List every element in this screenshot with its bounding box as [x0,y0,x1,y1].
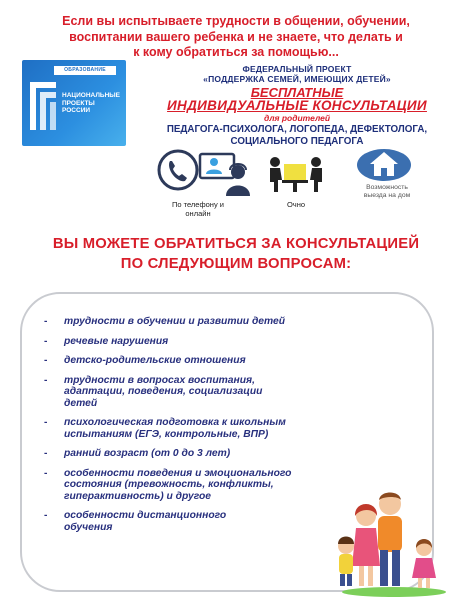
project-block [134,64,460,148]
intro-line-1: Если вы испытываете трудности в общении, обучении, [62,14,410,28]
format-in-person-line-1: Очно [286,200,306,209]
topic-text: особенности поведения и эмоционального [64,467,292,479]
topic-text: адаптации, поведения, социализации [64,386,263,397]
topic-text: обучения [64,521,113,533]
list-bullet: - [44,417,48,428]
free-label: БЕСПЛАТНЫЕ [250,85,344,100]
logo-words [62,92,122,115]
list-item [44,336,364,348]
intro-text [20,14,452,61]
format-caption-in-person [276,200,316,209]
list-bullet: - [44,467,48,479]
list-bullet: - [44,374,48,386]
logo-line-1: НАЦИОНАЛЬНЫЕ [62,92,120,99]
format-caption-phone [160,200,236,218]
topics-heading [16,234,456,274]
project-name: «ПОДДЕРЖКА СЕМЕЙ, ИМЕЮЩИХ ДЕТЕЙ» [203,74,391,84]
family-illustration-icon [332,486,452,598]
logo-line-3: РОССИИ [62,107,91,114]
list-bullet: - [44,510,48,521]
list-item [44,510,364,533]
list-item [44,375,364,410]
format-phone-line-2: онлайн [185,209,211,218]
topic-text: речевые нарушения [64,335,169,347]
logo-tag: ОБРАЗОВАНИЕ [54,66,116,75]
list-item [44,355,364,367]
topic-text: психологическая подготовка к школьным [64,417,286,428]
consultations-label: ИНДИВИДУАЛЬНЫЕ КОНСУЛЬТАЦИИ [167,98,427,113]
topic-text: особенности дистанционного [64,510,227,521]
list-item [44,417,364,440]
topics-heading-line-2: ПО СЛЕДУЮЩИМ ВОПРОСАМ: [120,256,352,272]
topic-text: испытаниям (ЕГЭ, контрольные, ВПР) [64,428,269,440]
intro-line-3: к кому обратиться за помощью... [133,45,339,59]
topic-text: детско-родительские отношения [64,355,246,366]
specialists-line-1: ПЕДАГОГА-ПСИХОЛОГА, ЛОГОПЕДА, ДЕФЕКТОЛОГА, [166,124,428,135]
format-home-line-2: выезда на дом [363,192,411,199]
specialists-line-2: СОЦИАЛЬНОГО ПЕДАГОГА [230,136,364,147]
list-bullet: - [44,448,48,459]
format-home-line-1: Возможность [366,184,408,191]
topic-text: трудности в вопросах воспитания, [64,374,255,386]
logo-mark-icon [26,78,60,134]
list-bullet: - [44,335,48,347]
list-item [44,468,364,503]
topic-text: состояния (тревожность, конфликты, [64,479,274,490]
topic-text: детей [64,397,98,409]
project-label: ФЕДЕРАЛЬНЫЙ ПРОЕКТ [242,64,352,74]
topic-text: гиперактивность) и другое [64,490,212,502]
list-item [44,316,364,328]
format-caption-home-visit [354,184,420,200]
list-bullet: - [44,355,48,366]
logo-line-2: ПРОЕКТЫ [62,99,95,107]
topic-text: ранний возраст (от 0 до 3 лет) [64,448,231,459]
intro-line-2: воспитании вашего ребенка и не знаете, что делать и [69,29,403,44]
format-phone-line-1: По телефону и [172,200,224,209]
face-to-face-icon [266,154,326,194]
topics-list [44,316,364,541]
topics-heading-line-1: ВЫ МОЖЕТЕ ОБРАТИТЬСЯ ЗА КОНСУЛЬТАЦИЕЙ [52,236,420,252]
list-item [44,448,364,460]
list-bullet: - [44,316,48,327]
national-projects-logo [22,60,126,146]
phone-online-icon [156,148,252,198]
topic-text: трудности в обучении и развитии детей [64,316,286,327]
house-icon [356,148,412,182]
for-parents-label: для родителей [263,113,331,123]
